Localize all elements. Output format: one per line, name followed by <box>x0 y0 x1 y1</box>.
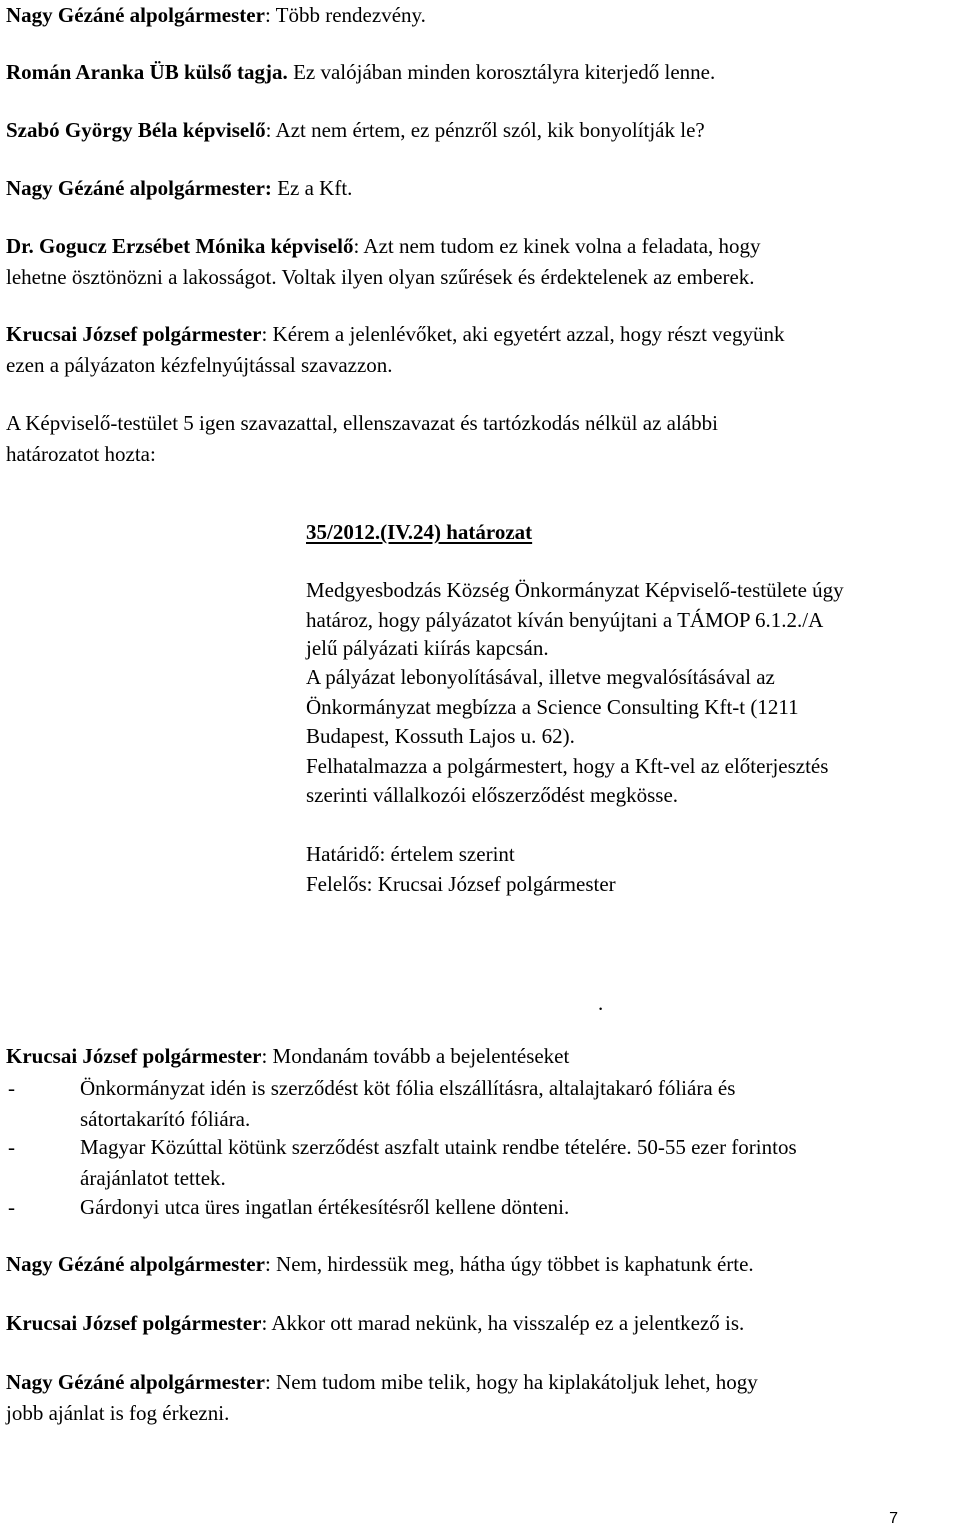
page-number: 7 <box>889 1510 898 1527</box>
resolution-body-line: Önkormányzat megbízza a Science Consulting Kft-t (1211 <box>306 695 799 719</box>
paragraph <box>6 321 784 347</box>
speaker-name: Dr. Gogucz Erzsébet Mónika képviselő <box>6 234 354 258</box>
resolution-responsible: Felelős: Krucsai József polgármester <box>306 872 616 896</box>
resolution-body-line: Budapest, Kossuth Lajos u. 62). <box>306 724 575 748</box>
statement-text: Azt nem értem, ez pénzről szól, kik bonyolítják le? <box>275 118 705 142</box>
paragraph <box>6 1251 754 1277</box>
speaker-name: Krucsai József polgármester <box>6 322 262 346</box>
speaker-name: Krucsai József polgármester <box>6 1311 262 1335</box>
statement-text: Kérem a jelenlévőket, aki egyetért azzal, hogy részt vegyünk <box>272 322 785 346</box>
statement-text: Ez a Kft. <box>277 176 353 200</box>
statement-text-line: ezen a pályázaton kézfelnyújtással szavazzon. <box>6 353 393 377</box>
paragraph <box>6 2 426 28</box>
resolution-body-line: Felhatalmazza a polgármestert, hogy a Kft-vel az előterjesztés <box>306 754 829 778</box>
statement-text-line: jobb ajánlat is fog érkezni. <box>6 1401 230 1425</box>
resolution-body-line: jelű pályázati kiírás kapcsán. <box>306 636 549 660</box>
speaker-separator: : <box>264 1370 277 1394</box>
speaker-separator: : <box>261 1311 272 1335</box>
list-dash: - <box>8 1135 15 1159</box>
speaker-separator: : <box>264 3 276 27</box>
speaker-separator: : <box>353 234 364 258</box>
statement-text: Nem, hirdessük meg, hátha úgy többet is kaphatunk érte. <box>276 1252 754 1276</box>
speaker-separator: : <box>264 1252 277 1276</box>
statement-text: Azt nem tudom ez kinek volna a feladata, hogy <box>363 234 761 258</box>
speaker-name: Nagy Gézáné alpolgármester: <box>6 176 272 200</box>
vote-text-line: határozatot hozta: <box>6 442 156 466</box>
resolution-body-line: Medgyesbodzás Község Önkormányzat Képviselő-testülete úgy <box>306 578 844 602</box>
paragraph <box>6 1043 569 1069</box>
paragraph <box>6 117 705 143</box>
paragraph <box>6 59 715 85</box>
speaker-name: Nagy Gézáné alpolgármester <box>6 1370 265 1394</box>
statement-text: Nem tudom mibe telik, hogy ha kiplakátoljuk lehet, hogy <box>276 1370 758 1394</box>
paragraph <box>6 175 352 201</box>
stray-dot: . <box>598 991 604 1015</box>
statement-text-line: lehetne ösztönözni a lakosságot. Voltak ilyen olyan szűrések és érdektelenek az emberek. <box>6 265 755 289</box>
statement-text: Akkor ott marad nekünk, ha visszalép ez a jelentkező is. <box>271 1311 745 1335</box>
resolution-title: 35/2012.(IV.24) határozat <box>306 520 533 544</box>
paragraph <box>6 1310 744 1336</box>
statement-text: Több rendezvény. <box>275 3 426 27</box>
list-dash: - <box>8 1195 15 1219</box>
speaker-separator: : <box>265 118 276 142</box>
resolution-body-line: határoz, hogy pályázatot kíván benyújtani a TÁMOP 6.1.2./A <box>306 608 824 632</box>
list-item-text: árajánlatot tettek. <box>80 1166 226 1190</box>
speaker-name: Nagy Gézáné alpolgármester <box>6 1252 265 1276</box>
resolution-body-line: A pályázat lebonyolításával, illetve megvalósításával az <box>306 665 775 689</box>
speaker-separator: : <box>261 1044 273 1068</box>
list-item-text: Gárdonyi utca üres ingatlan értékesítésről kellene dönteni. <box>80 1195 570 1219</box>
list-item-text: sátortakarító fóliára. <box>80 1107 251 1131</box>
list-dash: - <box>8 1076 15 1100</box>
speaker-name: Krucsai József polgármester <box>6 1044 262 1068</box>
list-item-text: Magyar Közúttal kötünk szerződést aszfalt utaink rendbe tételére. 50-55 ezer forintos <box>80 1135 797 1159</box>
list-item-text: Önkormányzat idén is szerződést köt fólia elszállításra, altalajtakaró fóliára és <box>80 1076 736 1100</box>
statement-text: Ez valójában minden korosztályra kiterjedő lenne. <box>293 60 716 84</box>
paragraph <box>6 1369 758 1395</box>
resolution-body-line: szerinti vállalkozói előszerződést megkösse. <box>306 783 679 807</box>
speaker-separator: : <box>261 322 273 346</box>
speaker-name: Nagy Gézáné alpolgármester <box>6 3 265 27</box>
resolution-deadline: Határidő: értelem szerint <box>306 842 515 866</box>
speaker-name: Szabó György Béla képviselő <box>6 118 266 142</box>
statement-text: Mondanám tovább a bejelentéseket <box>272 1044 570 1068</box>
speaker-name: Román Aranka ÜB külső tagja. <box>6 60 288 84</box>
vote-text-line: A Képviselő-testület 5 igen szavazattal, ellenszavazat és tartózkodás nélkül az alábbi <box>6 411 718 435</box>
paragraph <box>6 233 761 259</box>
